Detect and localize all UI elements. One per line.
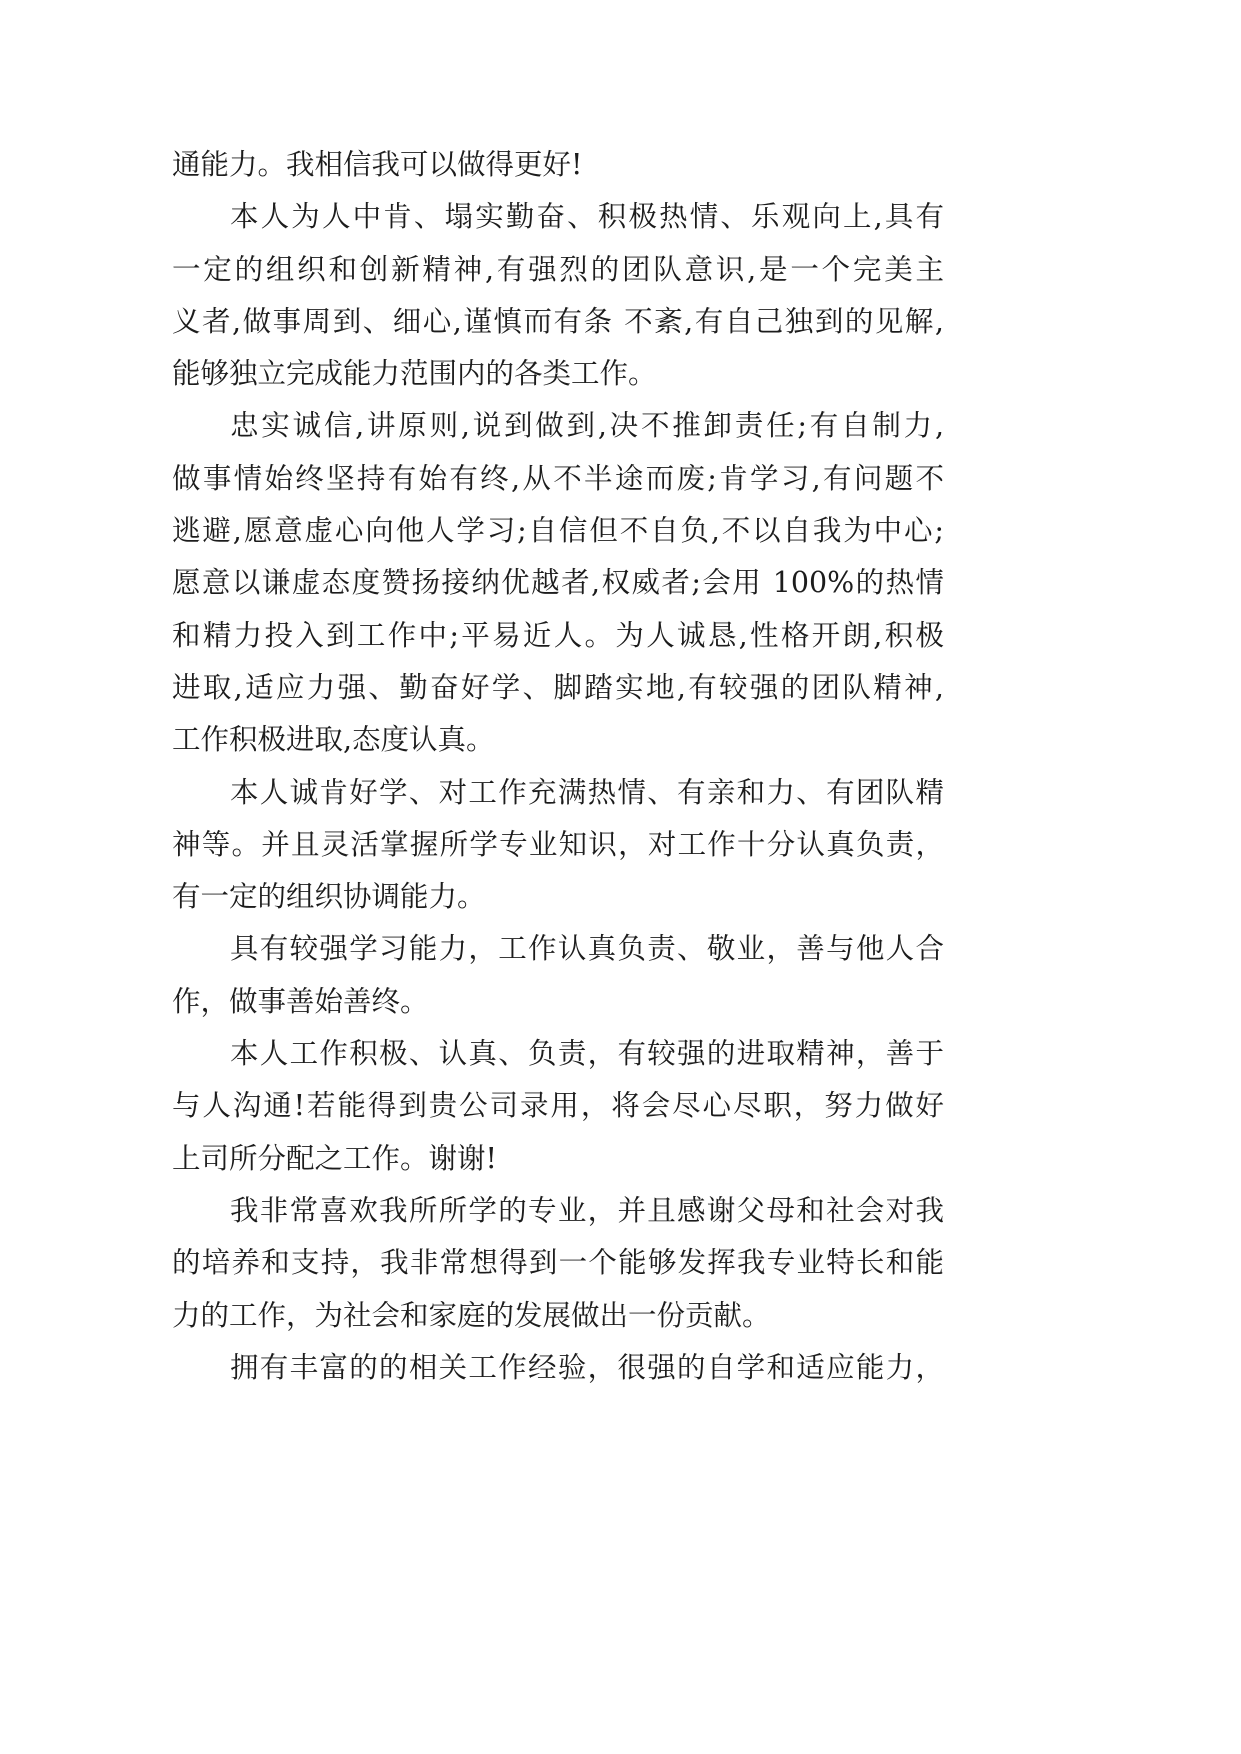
text-line: 我非常喜欢我所所学的专业，并且感谢父母和社会对我 [230, 1193, 944, 1227]
text-line: 神等。并且灵活掌握所学专业知识，对工作十分认真负责， [172, 827, 944, 861]
text-line: 逃避,愿意虚心向他人学习;自信但不自负,不以自我为中心; [172, 514, 944, 548]
text-line: 本人诚肯好学、对工作充满热情、有亲和力、有团队精 [230, 775, 944, 809]
page-body [172, 139, 944, 1394]
paragraph [172, 191, 944, 400]
paragraph [172, 1185, 944, 1342]
text-line: 和精力投入到工作中;平易近人。为人诚恳,性格开朗,积极 [172, 618, 944, 652]
text-line: 与人沟通!若能得到贵公司录用，将会尽心尽职，努力做好 [172, 1089, 944, 1123]
text-line: 义者,做事周到、细心,谨慎而有条 不紊,有自己独到的见解, [172, 304, 944, 338]
paragraph [172, 923, 944, 1028]
paragraph [172, 767, 944, 924]
text-line: 有一定的组织协调能力。 [172, 880, 486, 914]
text-line: 忠实诚信,讲原则,说到做到,决不推卸责任;有自制力, [230, 409, 944, 443]
text-line: 拥有丰富的的相关工作经验，很强的自学和适应能力， [230, 1350, 944, 1384]
text-line: 具有较强学习能力，工作认真负责、敬业，善与他人合 [230, 932, 944, 966]
text-line: 通能力。我相信我可以做得更好! [172, 148, 583, 181]
paragraph [172, 1342, 944, 1394]
text-line: 的培养和支持，我非常想得到一个能够发挥我专业特长和能 [172, 1246, 944, 1280]
paragraph [172, 1028, 944, 1185]
text-line: 本人为人中肯、塌实勤奋、积极热情、乐观向上,具有 [230, 200, 944, 234]
text-line: 愿意以谦虚态度赞扬接纳优越者,权威者;会用 100%的热情 [172, 566, 944, 600]
text-line: 能够独立完成能力范围内的各类工作。 [172, 357, 657, 391]
text-line: 上司所分配之工作。谢谢! [172, 1141, 497, 1175]
text-line: 本人工作积极、认真、负责，有较强的进取精神，善于 [230, 1037, 944, 1071]
text-line: 做事情始终坚持有始有终,从不半途而废;肯学习,有问题不 [172, 461, 944, 495]
text-line: 进取,适应力强、勤奋好学、脚踏实地,有较强的团队精神, [172, 670, 944, 704]
text-line: 力的工作，为社会和家庭的发展做出一份贡献。 [172, 1298, 771, 1332]
text-line: 作，做事善始善终。 [172, 984, 429, 1018]
paragraph [172, 400, 944, 766]
text-line: 工作积极进取,态度认真。 [172, 723, 495, 757]
text-line: 一定的组织和创新精神,有强烈的团队意识,是一个完美主 [172, 252, 944, 286]
paragraph [172, 139, 944, 191]
